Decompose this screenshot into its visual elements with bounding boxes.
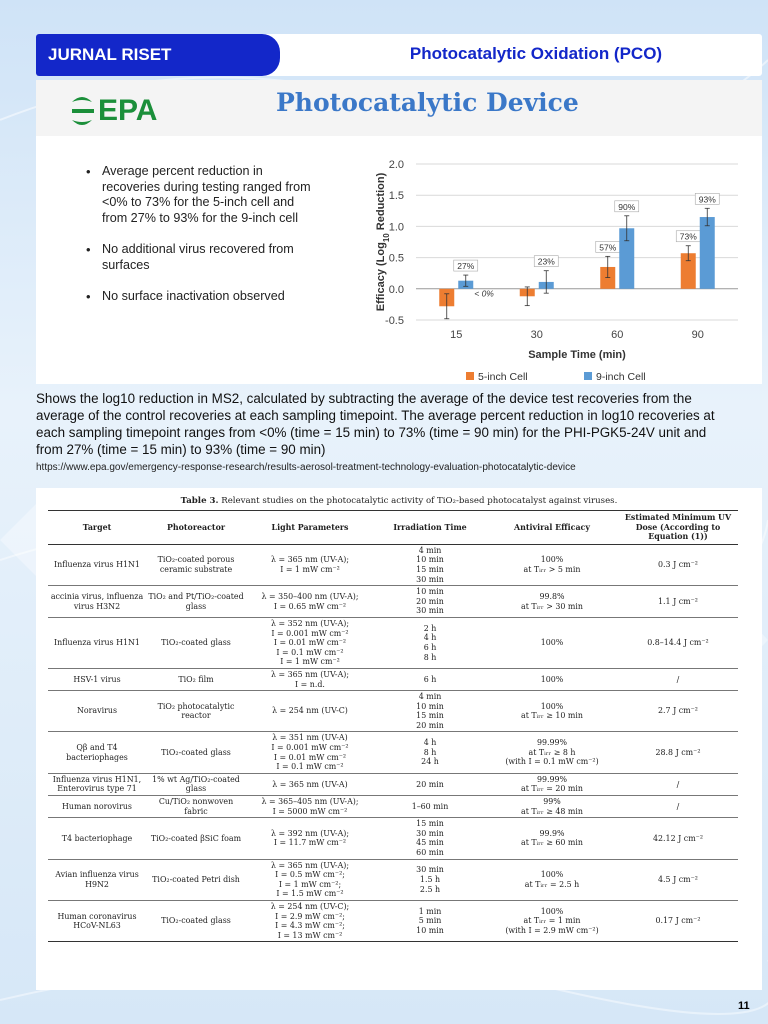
epa-flower-icon <box>72 97 94 125</box>
bullet-item: • Average percent reduction in recoveries during testing ranged from <0% to 73% for the 5-inch cell and from 27% to 93% for the 9-inch cell <box>86 164 322 226</box>
irradiation-time-cell: 15 min 30 min 45 min 60 min <box>416 819 444 857</box>
table-row <box>48 617 738 668</box>
photoreactor-cell: TiO₂ film <box>178 674 214 684</box>
irradiation-time-cell: 1–60 min <box>411 801 449 811</box>
header-light-parameters: Light Parameters <box>271 522 349 532</box>
target-cell: Human coronavirus HCoV-NL63 <box>57 911 137 931</box>
x-axis-label: Sample Time (min) <box>528 349 626 361</box>
table-caption-text: Relevant studies on the photocatalytic activity of TiO₂-based photocatalyst against viruses. <box>218 496 618 506</box>
bullet-item: • No surface inactivation observed <box>86 289 322 305</box>
uv-dose-cell: 1.1 J cm⁻² <box>658 596 698 606</box>
header-photoreactor: Photoreactor <box>166 522 225 532</box>
photoreactor-cell: TiO₂-coated glass <box>161 916 231 926</box>
photoreactor-cell: TiO₂-coated porous ceramic substrate <box>157 555 235 574</box>
section-title: Photocatalytic Oxidation (PCO) <box>409 44 663 63</box>
antiviral-efficacy-cell: 99% at Tᵢᵣᵣ ≥ 48 min <box>521 797 583 816</box>
bullet-item: • No additional virus recovered from surfaces <box>86 242 322 273</box>
table-header-row <box>48 511 738 545</box>
uv-dose-cell: 28.8 J cm⁻² <box>655 747 701 757</box>
target-cell: Human norovirus <box>62 801 132 811</box>
antiviral-efficacy-cell: 100% at Tᵢᵣᵣ = 2.5 h <box>524 870 580 889</box>
x-tick-label: 60 <box>611 329 624 341</box>
legend-entry: 9-inch Cell <box>596 371 646 382</box>
uv-dose-cell: 2.7 J cm⁻² <box>658 706 698 716</box>
table-row <box>48 900 738 941</box>
photoreactor-cell: TiO₂-coated Petri dish <box>152 874 240 884</box>
y-tick-label: 0.0 <box>388 283 404 296</box>
photoreactor-cell: TiO₂-coated glass <box>161 638 231 648</box>
page-header <box>36 34 762 76</box>
table-row <box>48 773 738 795</box>
data-label: 73% <box>679 231 697 242</box>
figure-caption: Shows the log10 reduction in MS2, calculated by subtracting the average of the device test recoveries from the average of the control recoveries at each sampling timepoint. The average percent reduction in log10 recoveries at each sampling timepoint ranges from <0% (time = 15 min) to 73% (time = 90 min) for the PHI-PGK5-24V unit and from 27% (time = 15 min) to 93% (time = 90 min) <box>36 391 715 457</box>
legend-entry: 5-inch Cell <box>478 371 528 382</box>
irradiation-time-cell: 30 min 1.5 h 2.5 h <box>416 865 444 894</box>
table-caption <box>36 496 762 506</box>
light-parameters-cell: λ = 350–400 nm (UV-A); I = 0.65 mW cm⁻² <box>261 591 359 611</box>
y-axis-label-part: 10 <box>381 233 391 243</box>
table-row <box>48 544 738 585</box>
uv-dose-cell: 0.8–14.4 J cm⁻² <box>647 638 709 648</box>
y-axis-label-part: Efficacy (Log <box>375 242 387 312</box>
x-tick-label: 30 <box>530 329 543 341</box>
legend-swatch <box>466 372 474 380</box>
journal-tag: JURNAL RISET <box>36 34 280 76</box>
y-tick-label: 2.0 <box>388 159 404 171</box>
photoreactor-cell: TiO₂-coated βSiC foam <box>150 833 242 843</box>
page-number: 11 <box>738 1000 750 1012</box>
chart-annotation: < 0% <box>474 288 494 299</box>
target-cell: T4 bacteriophage <box>61 833 133 843</box>
uv-dose-cell: 42.12 J cm⁻² <box>653 833 703 843</box>
uv-dose-cell: 4.5 J cm⁻² <box>658 874 698 884</box>
photoreactor-cell: Cu/TiO₂ nonwoven fabric <box>158 797 234 816</box>
photoreactor-cell: TiO₂ photocatalytic reactor <box>157 701 235 721</box>
light-parameters-cell: λ = 365 nm (UV-A); I = 1 mW cm⁻² <box>270 555 350 574</box>
irradiation-time-cell: 10 min 20 min 30 min <box>416 587 444 616</box>
light-parameters-cell: λ = 392 nm (UV-A); I = 11.7 mW cm⁻² <box>270 828 350 848</box>
light-parameters-cell: λ = 254 nm (UV-C) <box>272 706 348 716</box>
light-parameters-cell: λ = 352 nm (UV-A); I = 0.001 mW cm⁻² I = 0.01 mW cm⁻² I = 0.1 mW cm⁻² I = 1 mW cm⁻² <box>270 618 350 667</box>
table-body <box>48 544 738 942</box>
x-tick-label: 15 <box>450 329 463 341</box>
irradiation-time-cell: 4 min 10 min 15 min 20 min <box>416 692 444 730</box>
table-panel <box>36 488 762 990</box>
y-tick-label: -0.5 <box>385 315 404 327</box>
target-cell: Qβ and T4 bacteriophages <box>66 743 128 762</box>
table-row <box>48 586 738 618</box>
irradiation-time-cell: 1 min 5 min 10 min <box>416 906 444 935</box>
target-cell: Influenza virus H1N1 <box>54 560 140 570</box>
light-parameters-cell: λ = 365–405 nm (UV-A); I = 5000 mW cm⁻² <box>261 797 359 816</box>
uv-dose-cell: / <box>676 779 680 789</box>
source-link[interactable]: https://www.epa.gov/emergency-response-research/results-aerosol-treatment-technology-evaluation-photocatalytic-device <box>36 462 576 473</box>
data-label: 27% <box>457 261 475 272</box>
antiviral-efficacy-cell: 100% <box>540 674 564 684</box>
header-uv-dose: Estimated Minimum UV Dose (According to Equation (1)) <box>624 513 732 542</box>
antiviral-efficacy-cell: 99.99% at Tᵢᵣᵣ = 20 min <box>521 774 583 794</box>
bar <box>700 217 715 289</box>
antiviral-efficacy-cell: 99.99% at Tᵢᵣᵣ ≥ 8 h (with I = 0.1 mW cm⁻²) <box>505 738 599 767</box>
target-cell: Influenza virus H1N1, Enterovirus type 71 <box>52 774 142 794</box>
data-label: 93% <box>698 194 716 205</box>
uv-dose-cell: / <box>676 674 680 684</box>
epa-logo-text: EPA <box>98 94 158 126</box>
light-parameters-cell: λ = 254 nm (UV-C); I = 2.9 mW cm⁻²; I = 4.3 mW cm⁻²; I = 13 mW cm⁻² <box>270 901 350 940</box>
light-parameters-cell: λ = 365 nm (UV-A) <box>272 779 348 789</box>
target-cell: Noravirus <box>76 706 118 716</box>
target-cell: accinia virus, influenza virus H3N2 <box>50 591 144 611</box>
irradiation-time-cell: 20 min <box>416 779 444 789</box>
uv-dose-cell: 0.17 J cm⁻² <box>655 916 701 926</box>
target-cell: Influenza virus H1N1 <box>54 638 140 648</box>
studies-table <box>48 510 738 942</box>
table-row <box>48 818 738 859</box>
table-row <box>48 691 738 732</box>
header-irradiation-time: Irradiation Time <box>393 522 467 532</box>
irradiation-time-cell: 4 min 10 min 15 min 30 min <box>416 545 444 584</box>
bullet-list <box>86 164 322 321</box>
uv-dose-cell: 0.3 J cm⁻² <box>658 560 698 570</box>
light-parameters-cell: λ = 365 nm (UV-A); I = 0.5 mW cm⁻²; I = 1 mW cm⁻²; I = 1.5 mW cm⁻² <box>270 860 350 899</box>
header-antiviral-efficacy: Antiviral Efficacy <box>514 522 590 532</box>
target-cell: Avian influenza virus H9N2 <box>55 870 139 889</box>
antiviral-efficacy-cell: 99.9% at Tᵢᵣᵣ ≥ 60 min <box>521 828 583 848</box>
legend-swatch <box>584 372 592 380</box>
y-tick-label: 0.5 <box>388 252 404 265</box>
antiviral-efficacy-cell: 100% at Tᵢᵣᵣ > 5 min <box>523 555 581 574</box>
data-label: 23% <box>537 256 555 267</box>
table-row <box>48 859 738 900</box>
header-target: Target <box>82 522 112 532</box>
light-parameters-cell: λ = 365 nm (UV-A); I = n.d. <box>270 669 350 689</box>
photoreactor-cell: TiO₂ and Pt/TiO₂-coated glass <box>148 591 244 611</box>
data-label: 57% <box>599 242 617 253</box>
slide-title: Photocatalytic Device <box>276 88 579 117</box>
table-row <box>48 668 738 690</box>
y-tick-label: 1.5 <box>388 190 404 203</box>
antiviral-efficacy-cell: 100% at Tᵢᵣᵣ ≥ 10 min <box>521 701 583 721</box>
table-row <box>48 732 738 773</box>
epa-slide <box>36 80 762 384</box>
antiviral-efficacy-cell: 99.8% at Tᵢᵣᵣ > 30 min <box>521 591 583 611</box>
photoreactor-cell: TiO₂-coated glass <box>161 747 231 757</box>
epa-logo <box>68 92 208 126</box>
target-cell: HSV-1 virus <box>73 674 121 684</box>
irradiation-time-cell: 6 h <box>423 674 437 684</box>
uv-dose-cell: / <box>676 801 680 811</box>
efficacy-bar-chart <box>326 150 746 382</box>
light-parameters-cell: λ = 351 nm (UV-A) I = 0.001 mW cm⁻² I = 0.01 mW cm⁻² I = 0.1 mW cm⁻² <box>271 733 349 772</box>
antiviral-efficacy-cell: 100% <box>540 638 564 648</box>
irradiation-time-cell: 4 h 8 h 24 h <box>421 738 439 767</box>
table-caption-label: Table 3. <box>180 496 219 506</box>
photoreactor-cell: 1% wt Ag/TiO₂-coated glass <box>152 774 240 794</box>
table-row <box>48 796 738 818</box>
data-label: 90% <box>618 201 636 212</box>
y-axis-label-part: Reduction) <box>375 172 387 234</box>
y-tick-label: 1.0 <box>388 221 404 234</box>
antiviral-efficacy-cell: 100% at Tᵢᵣᵣ = 1 min (with I = 2.9 mW cm⁻²) <box>505 906 599 935</box>
x-tick-label: 90 <box>691 329 704 341</box>
irradiation-time-cell: 2 h 4 h 6 h 8 h <box>423 623 437 662</box>
